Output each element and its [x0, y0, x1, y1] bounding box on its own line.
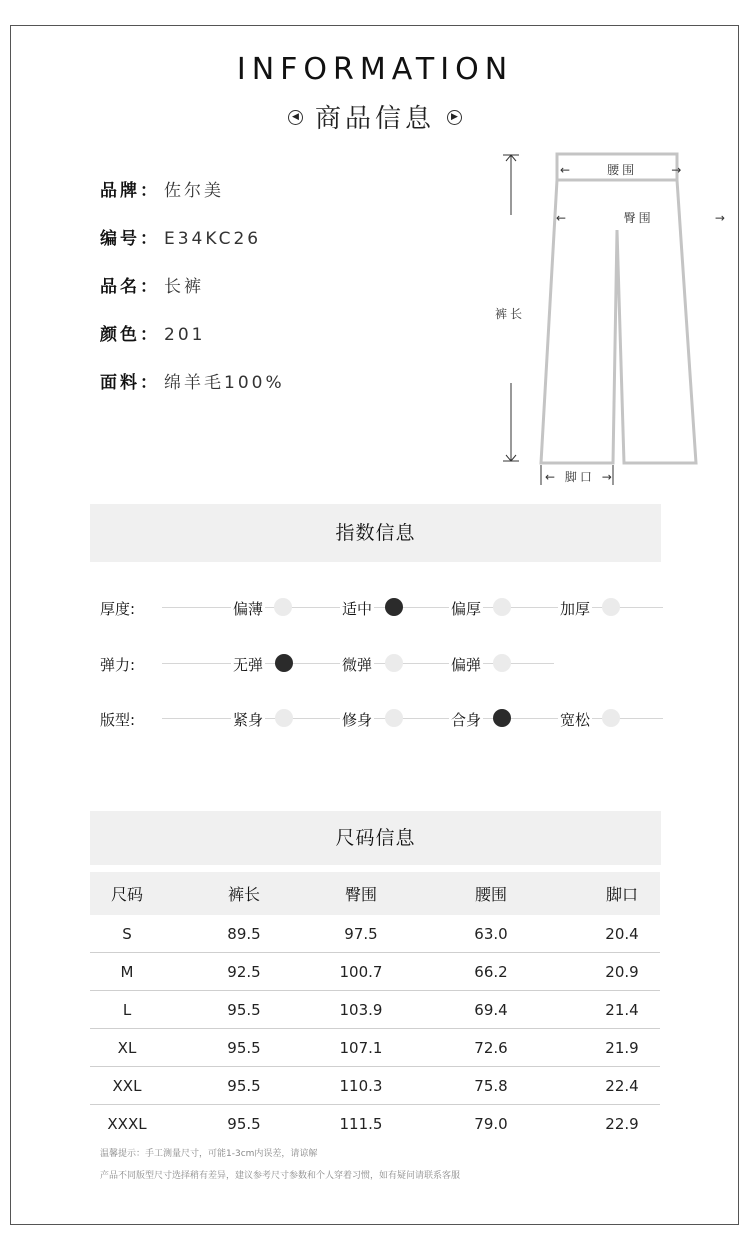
- cell: 107.1: [324, 1029, 398, 1067]
- left-arrow-icon: ◀: [288, 110, 303, 125]
- cell: 95.5: [227, 1114, 261, 1133]
- info-row-color: [100, 320, 285, 368]
- info-value: E34KC26: [164, 229, 262, 249]
- option-dot-selected: [493, 709, 511, 727]
- table-row: [90, 915, 660, 953]
- cell: 92.5: [164, 953, 324, 991]
- option-dot-selected: [275, 654, 293, 672]
- option-dot: [385, 709, 403, 727]
- option-dot: [602, 598, 620, 616]
- product-info-list: [100, 176, 285, 416]
- info-key: 面料：: [100, 373, 160, 393]
- cell: 75.8: [398, 1067, 584, 1105]
- cell: 21.9: [584, 1029, 660, 1067]
- cell: 95.5: [164, 991, 324, 1029]
- info-key: 品牌：: [100, 181, 160, 201]
- index-row-label: 弹力:: [100, 656, 136, 674]
- cell: 97.5: [324, 915, 398, 953]
- index-section-header: 指数信息: [90, 504, 661, 562]
- option-label: 偏弹: [451, 656, 482, 674]
- cell: XXXL: [107, 1114, 147, 1133]
- option-dot: [275, 709, 293, 727]
- info-value: 长裤: [164, 277, 204, 297]
- cell: 21.4: [584, 991, 660, 1029]
- pants-size-diagram: [480, 145, 728, 495]
- right-arrow-icon: ▶: [447, 110, 462, 125]
- option-label: 合身: [451, 711, 482, 729]
- cell: 69.4: [398, 991, 584, 1029]
- cell: 111.5: [339, 1114, 383, 1133]
- table-header-row: [90, 872, 660, 915]
- option-dot: [493, 598, 511, 616]
- info-row-fabric: [100, 368, 285, 416]
- option-label: 修身: [342, 711, 373, 729]
- title-english: INFORMATION: [236, 52, 514, 87]
- option-label: 偏厚: [451, 600, 482, 618]
- hem-label: ← 脚口 →: [545, 470, 615, 484]
- column-header: 臀围: [324, 872, 398, 915]
- option-label: 微弹: [342, 656, 373, 674]
- cell: 89.5: [164, 915, 324, 953]
- cell: 100.7: [324, 953, 398, 991]
- index-row-label: 厚度:: [100, 600, 136, 618]
- cell: 72.6: [398, 1029, 584, 1067]
- option-label: 适中: [342, 600, 373, 618]
- option-dot: [274, 598, 292, 616]
- column-header: 腰围: [398, 872, 584, 915]
- note-measurement: 温馨提示：手工测量尺寸，可能1-3cm内误差，请谅解: [100, 1149, 318, 1159]
- option-label: 偏薄: [233, 600, 264, 618]
- table-row: [90, 953, 660, 991]
- cell: 79.0: [474, 1114, 508, 1133]
- column-header: 裤长: [164, 872, 324, 915]
- info-value: 绵羊毛100%: [164, 373, 285, 393]
- title-chinese: [0, 98, 750, 135]
- cell: 95.5: [164, 1029, 324, 1067]
- info-row-brand: [100, 176, 285, 224]
- index-row-label: 版型:: [100, 711, 136, 729]
- size-table: [90, 872, 660, 1142]
- cell: 20.9: [584, 953, 660, 991]
- table-row: [90, 1105, 660, 1143]
- table-row: [90, 991, 660, 1029]
- index-row-thickness: [100, 598, 670, 618]
- option-dot: [493, 654, 511, 672]
- cell: XXL: [90, 1067, 164, 1105]
- option-label: 加厚: [560, 600, 591, 618]
- cell: L: [90, 991, 164, 1029]
- info-value: 201: [164, 325, 206, 345]
- info-key: 品名：: [100, 277, 160, 297]
- cell: 22.4: [584, 1067, 660, 1105]
- waist-label: ← 腰围 →: [560, 163, 685, 177]
- option-label: 无弹: [233, 656, 264, 674]
- info-row-code: [100, 224, 285, 272]
- cell: 63.0: [398, 915, 584, 953]
- divider: [630, 607, 663, 608]
- divider: [630, 718, 663, 719]
- column-header: 尺码: [90, 872, 164, 915]
- option-dot: [602, 709, 620, 727]
- cell: XL: [90, 1029, 164, 1067]
- option-dot: [385, 654, 403, 672]
- length-label: 裤长: [495, 307, 526, 321]
- option-label: 紧身: [233, 711, 264, 729]
- cell: M: [90, 953, 164, 991]
- title-chinese-text: 商品信息: [314, 104, 435, 134]
- cell: 110.3: [324, 1067, 398, 1105]
- table-row: [90, 1067, 660, 1105]
- hip-label: ← 臀围 →: [556, 211, 728, 225]
- index-row-fit: [100, 709, 670, 729]
- size-section-header: 尺码信息: [90, 811, 661, 865]
- option-dot-selected: [385, 598, 403, 616]
- column-header: 脚口: [584, 872, 660, 915]
- info-row-name: [100, 272, 285, 320]
- note-fit-advice: 产品不同版型尺寸选择稍有差异，建议参考尺寸参数和个人穿着习惯，如有疑问请联系客服: [100, 1171, 461, 1181]
- cell: 20.4: [584, 915, 660, 953]
- info-value: 佐尔美: [164, 181, 224, 201]
- info-key: 编号：: [100, 229, 160, 249]
- cell: S: [90, 915, 164, 953]
- cell: 22.9: [605, 1114, 639, 1133]
- index-row-elasticity: [100, 654, 670, 674]
- cell: 95.5: [164, 1067, 324, 1105]
- cell: 66.2: [398, 953, 584, 991]
- cell: 103.9: [324, 991, 398, 1029]
- table-row: [90, 1029, 660, 1067]
- info-key: 颜色：: [100, 325, 160, 345]
- option-label: 宽松: [560, 711, 591, 729]
